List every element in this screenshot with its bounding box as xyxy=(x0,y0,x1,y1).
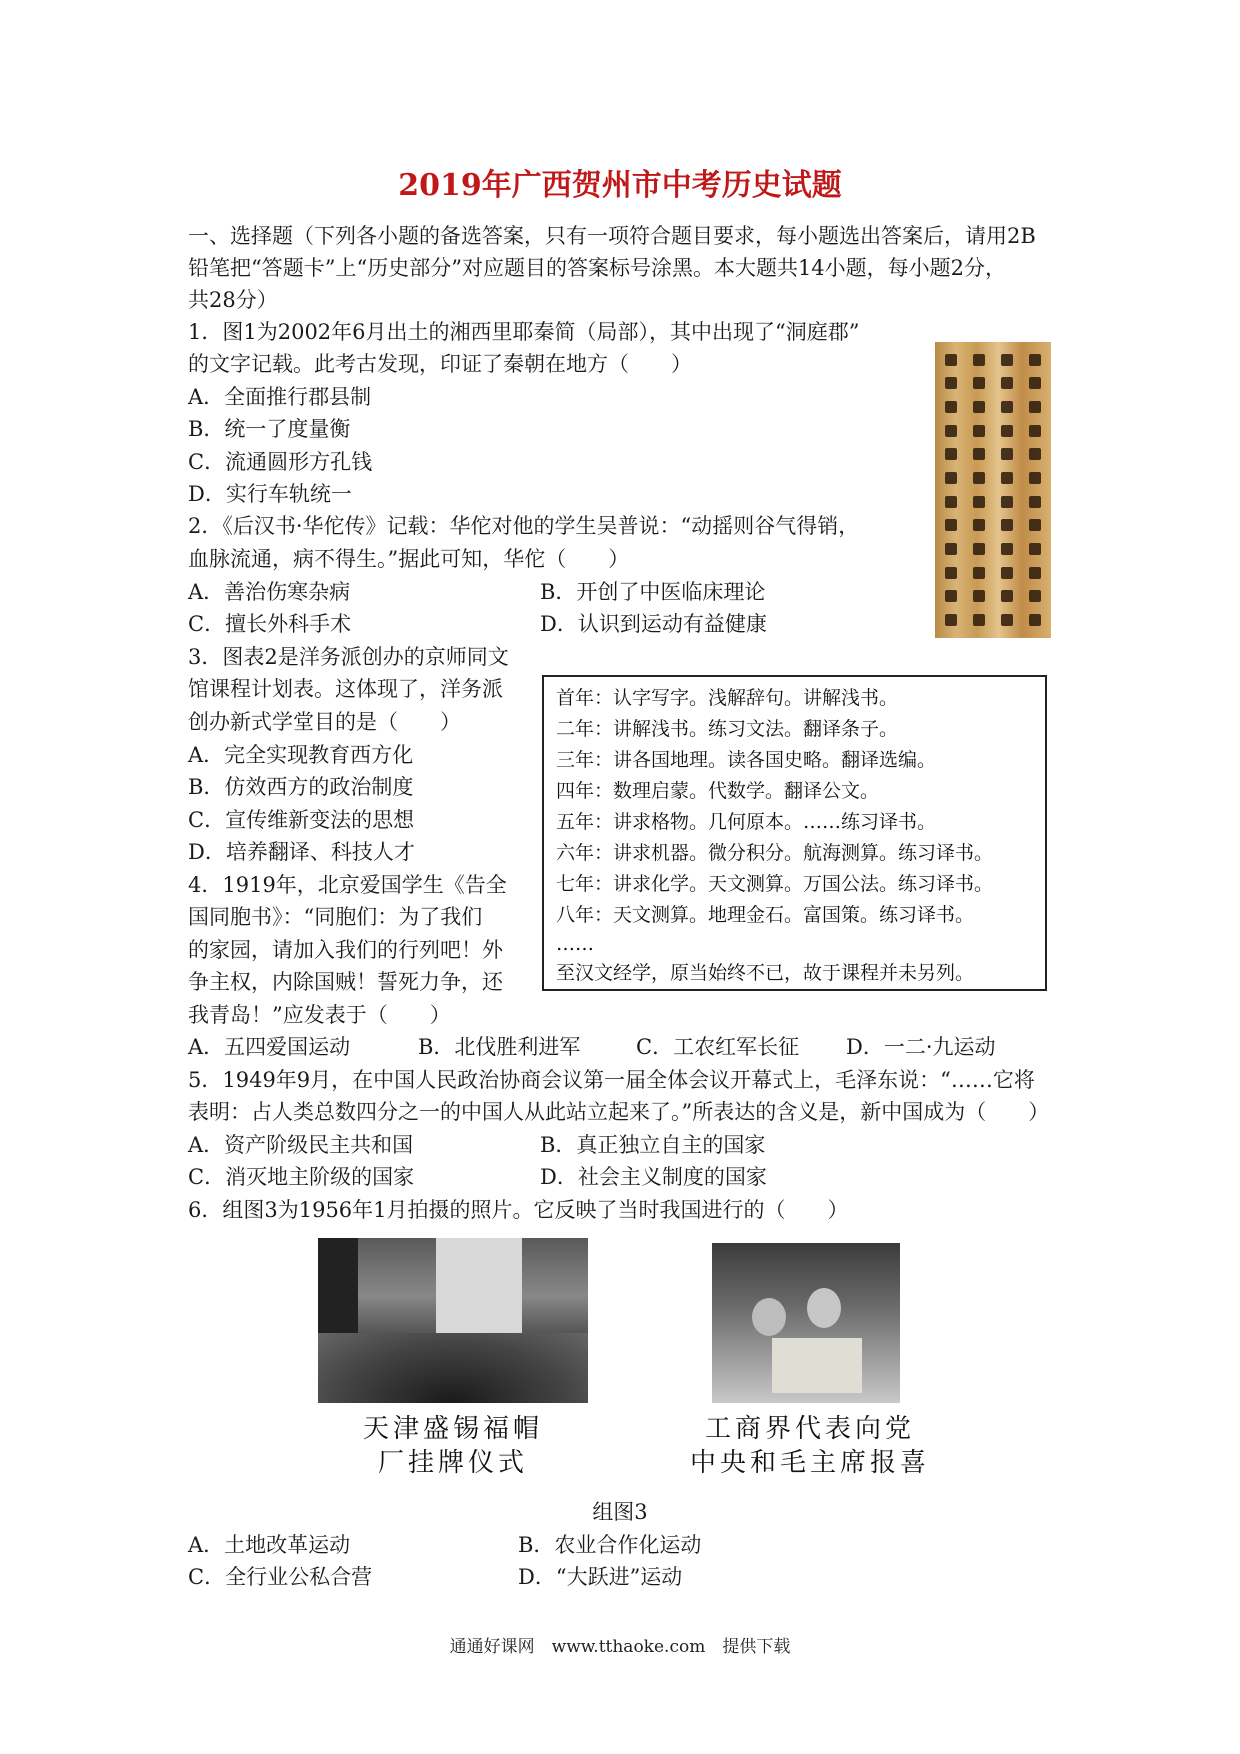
section-instruction-line2: 铅笔把“答题卡”上“历史部分”对应题目的答案标号涂黑。本大题共14小题，每小题2分， xyxy=(188,256,1007,280)
photo-business-representatives xyxy=(712,1243,900,1403)
q5-option-a: A．资产阶级民主共和国 xyxy=(188,1133,414,1157)
q3-stem-line2: 馆课程计划表。这体现了，洋务派 xyxy=(188,677,503,701)
section-instruction-line1: 一、选择题（下列各小题的备选答案，只有一项符合题目要求，每小题选出答案后，请用2B xyxy=(188,224,1036,248)
q4-stem-line1: 4．1919年，北京爱国学生《告全 xyxy=(188,873,507,897)
q6-option-d: D．“大跃进”运动 xyxy=(518,1565,683,1589)
q5-option-c: C．消灭地主阶级的国家 xyxy=(188,1165,415,1189)
page-footer: 通通好课网 www.tthaoke.com 提供下载 xyxy=(449,1637,791,1657)
photo2-caption-line1: 工商界代表向党 xyxy=(704,1414,915,1444)
q1-option-d: D．实行车轨统一 xyxy=(188,482,352,506)
q5-option-b: B．真正独立自主的国家 xyxy=(540,1133,766,1157)
q2-stem-line2: 血脉流通，病不得生。”据此可知，华佗（ ） xyxy=(188,547,630,571)
q4-stem-line5: 我青岛！”应发表于（ ） xyxy=(188,1003,451,1027)
curriculum-row-5: 五年：讲求格物。几何原本。……练习译书。 xyxy=(556,811,937,833)
q6-stem-line1: 6．组图3为1956年1月拍摄的照片。它反映了当时我国进行的（ ） xyxy=(188,1198,849,1222)
q4-stem-line4: 争主权，内除国贼！誓死力争，还 xyxy=(188,970,503,994)
q1-option-a: A．全面推行郡县制 xyxy=(188,385,372,409)
q4-option-c: C．工农红军长征 xyxy=(636,1035,800,1059)
q3-option-b: B．仿效西方的政治制度 xyxy=(188,775,414,799)
q1-option-b: B．统一了度量衡 xyxy=(188,417,351,441)
q3-stem-line3: 创办新式学堂目的是（ ） xyxy=(188,710,461,734)
q2-option-b: B．开创了中医临床理论 xyxy=(540,580,766,604)
q3-option-a: A．完全实现教育西方化 xyxy=(188,743,414,767)
q6-option-a: A．土地改革运动 xyxy=(188,1533,351,1557)
q3-stem-line1: 3．图表2是洋务派创办的京师同文 xyxy=(188,645,509,669)
q4-option-d: D．一二·九运动 xyxy=(846,1035,996,1059)
q4-option-b: B．北伐胜利进军 xyxy=(418,1035,581,1059)
q5-stem-line1: 5．1949年9月，在中国人民政治协商会议第一届全体会议开幕式上，毛泽东说：“……它将 xyxy=(188,1068,1035,1092)
q4-stem-line2: 国同胞书》：“同胞们：为了我们 xyxy=(188,905,483,929)
q2-option-d: D．认识到运动有益健康 xyxy=(540,612,767,636)
q3-option-c: C．宣传维新变法的思想 xyxy=(188,808,415,832)
q6-option-b: B．农业合作化运动 xyxy=(518,1533,702,1557)
q4-stem-line3: 的家园，请加入我们的行列吧！外 xyxy=(188,938,503,962)
q2-option-a: A．善治伤寒杂病 xyxy=(188,580,351,604)
photo1-caption-line1: 天津盛锡福帽 xyxy=(362,1414,543,1444)
bamboo-slip-image xyxy=(935,342,1051,638)
q2-stem-line1: 2．《后汉书·华佗传》记载：华佗对他的学生吴普说：“动摇则谷气得销， xyxy=(188,514,860,538)
curriculum-row-6: 六年：讲求机器。微分积分。航海测算。练习译书。 xyxy=(556,842,994,864)
q4-option-a: A．五四爱国运动 xyxy=(188,1035,351,1059)
curriculum-row-4: 四年：数理启蒙。代数学。翻译公文。 xyxy=(556,780,880,802)
photo1-caption-line2: 厂挂牌仪式 xyxy=(377,1448,528,1478)
q1-option-c: C．流通圆形方孔钱 xyxy=(188,450,373,474)
curriculum-row-3: 三年：讲各国地理。读各国史略。翻译选编。 xyxy=(556,749,937,771)
curriculum-row-note: 至汉文经学，原当始终不已，故于课程并未另列。 xyxy=(556,962,975,984)
q5-stem-line2: 表明：占人类总数四分之一的中国人从此站立起来了。”所表达的含义是，新中国成为（ ） xyxy=(188,1100,1050,1124)
curriculum-table xyxy=(542,675,1047,991)
curriculum-row-8: 八年：天文测算。地理金石。富国策。练习译书。 xyxy=(556,904,975,926)
curriculum-row-ellipsis: …… xyxy=(556,933,594,955)
photo2-caption-line2: 中央和毛主席报喜 xyxy=(689,1448,930,1478)
curriculum-row-2: 二年：讲解浅书。练习文法。翻译条子。 xyxy=(556,718,899,740)
q2-option-c: C．擅长外科手术 xyxy=(188,612,352,636)
page-title: 2019年广西贺州市中考历史试题 xyxy=(398,168,842,203)
curriculum-row-1: 首年：认字写字。浅解辞句。讲解浅书。 xyxy=(556,687,899,709)
photo-tianjin-ceremony xyxy=(318,1238,588,1403)
q5-option-d: D．社会主义制度的国家 xyxy=(540,1165,767,1189)
section-instruction-line3: 共28分） xyxy=(188,288,278,312)
curriculum-row-7: 七年：讲求化学。天文测算。万国公法。练习译书。 xyxy=(556,873,994,895)
figure-3-caption: 组图3 xyxy=(592,1500,648,1524)
q6-option-c: C．全行业公私合营 xyxy=(188,1565,373,1589)
q3-option-d: D．培养翻译、科技人才 xyxy=(188,840,415,864)
q1-stem-line1: 1．图1为2002年6月出土的湘西里耶秦简（局部），其中出现了“洞庭郡” xyxy=(188,320,860,344)
q1-stem-line2: 的文字记载。此考古发现，印证了秦朝在地方（ ） xyxy=(188,352,692,376)
